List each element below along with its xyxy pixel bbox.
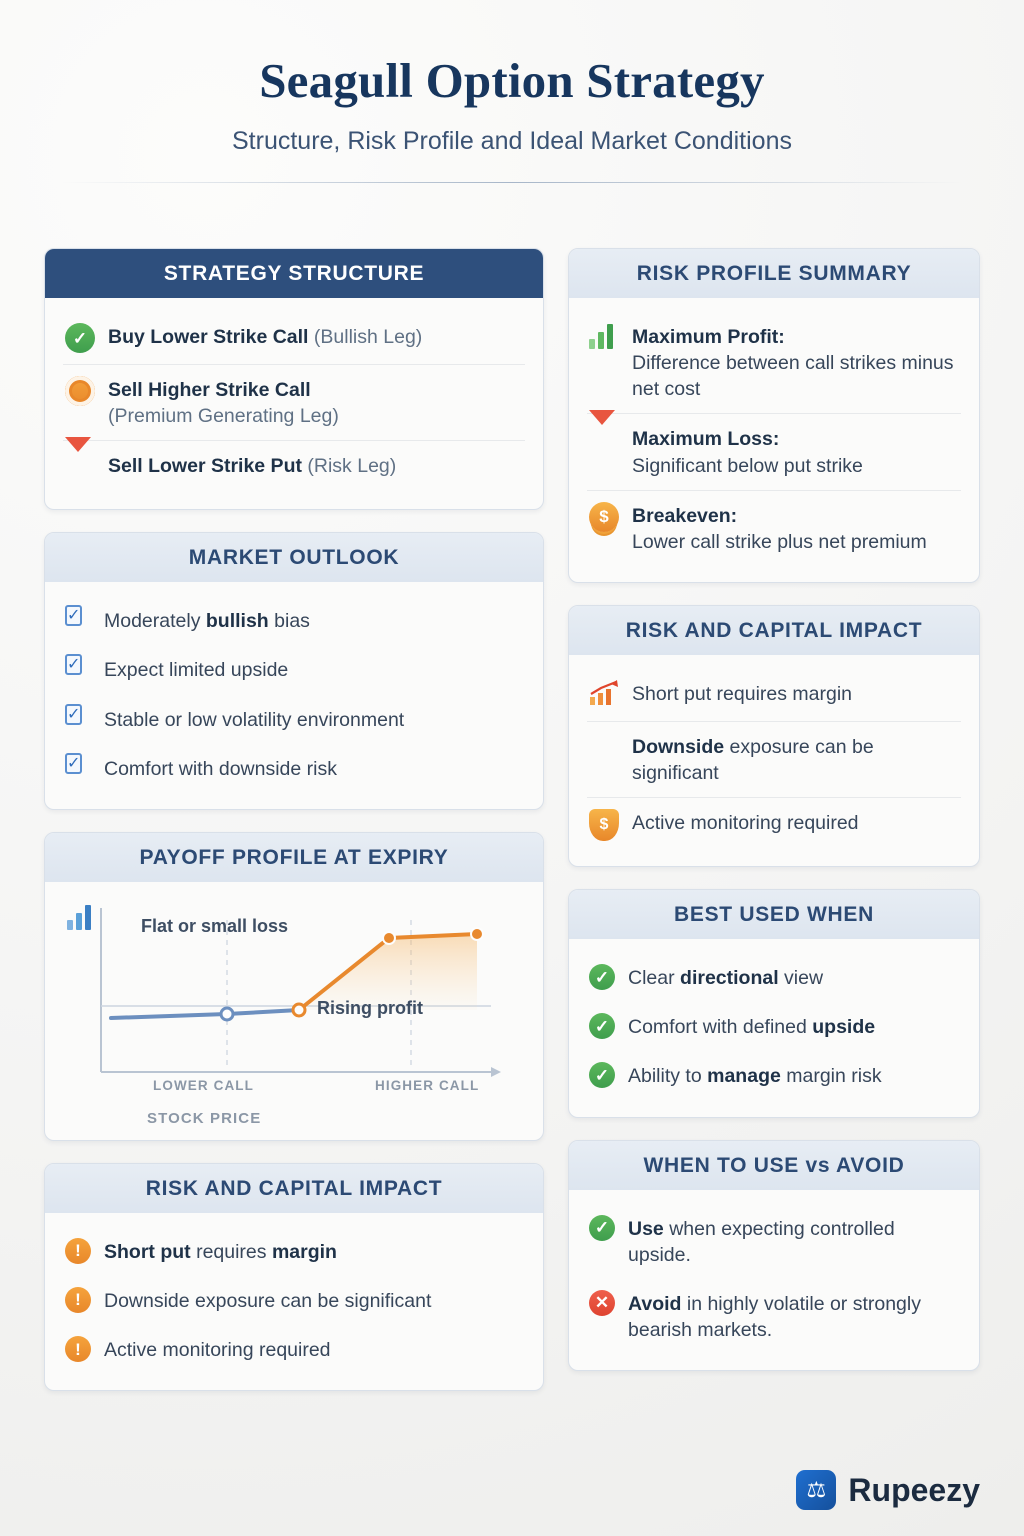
- list-item-label: [628, 964, 823, 991]
- list-item-pre: Ability to: [628, 1065, 708, 1088]
- list-item-bold2: margin: [271, 1240, 337, 1263]
- card-body: [569, 655, 979, 866]
- list-item-muted: (Premium Generating Leg): [108, 405, 339, 428]
- bar-chart-icon: [67, 904, 91, 930]
- list-item: [587, 669, 961, 721]
- card-body: [45, 582, 543, 809]
- card-best-used-when: [568, 889, 980, 1117]
- list-item-bold: Downside: [632, 735, 725, 758]
- card-body: [569, 1190, 979, 1371]
- card-body: [45, 298, 543, 509]
- card-heading: STRATEGY STRUCTURE: [45, 249, 543, 298]
- list-item-pre: Moderately: [104, 610, 206, 633]
- list-item: [587, 1002, 961, 1051]
- list-item-bold: Maximum Loss:: [632, 428, 780, 451]
- page-title: Seagull Option Strategy: [259, 53, 765, 108]
- list-item: [587, 953, 961, 1002]
- list-item: [63, 744, 525, 793]
- list-item-label: [108, 323, 422, 350]
- card-heading: PAYOFF PROFILE AT EXPIRY: [45, 833, 543, 882]
- list-item: [587, 413, 961, 489]
- list-item-text: Difference between call strikes minus net cost: [632, 352, 954, 401]
- alert-circle-icon: !: [65, 1336, 91, 1362]
- list-item-bold: Use: [628, 1217, 664, 1240]
- alert-circle-icon: !: [65, 1238, 91, 1264]
- check-circle-icon: ✓: [65, 323, 95, 353]
- list-item-label: [628, 1013, 875, 1040]
- list-item-label: [108, 376, 339, 429]
- checkbox-icon: ✓: [67, 656, 81, 674]
- checkbox-icon: ✓: [67, 754, 81, 772]
- payoff-higher-call-label: HIGHER CALL: [375, 1077, 480, 1093]
- card-body: [569, 298, 979, 582]
- list-item-muted: (Risk Leg): [301, 455, 397, 478]
- list-item-label: Downside exposure can be significant: [104, 1289, 432, 1312]
- list-item-label: Expect limited upside: [104, 659, 289, 682]
- list-item-text: Significant below put strike: [632, 454, 863, 477]
- card-payoff-profile: [44, 832, 544, 1141]
- list-item-bold: Buy Lower Strike Call: [108, 326, 309, 348]
- list-item-label: Short put requires margin: [632, 682, 853, 705]
- card-strategy-structure: [44, 248, 544, 510]
- list-item-label: Active monitoring required: [632, 812, 859, 835]
- left-column: [44, 248, 544, 1391]
- list-item-bold: manage: [707, 1065, 781, 1088]
- list-item-label: [108, 452, 396, 479]
- page-subtitle: Structure, Risk Profile and Ideal Market Conditions: [232, 127, 792, 155]
- bar-chart-up-icon: [589, 680, 619, 710]
- checkbox-icon: ✓: [67, 607, 81, 625]
- list-item-label: [104, 1238, 337, 1265]
- card-heading: RISK AND CAPITAL IMPACT: [569, 606, 979, 655]
- list-item-bold: Sell Higher Strike Call: [108, 379, 311, 401]
- list-item-label: [632, 502, 927, 555]
- check-circle-icon: ✓: [589, 1062, 615, 1088]
- list-item: [587, 721, 961, 797]
- cross-circle-icon: ✕: [589, 1290, 615, 1316]
- list-item-bold: Breakeven:: [632, 504, 738, 527]
- list-item-post: bias: [268, 610, 310, 633]
- list-item-bold: Maximum Profit:: [632, 326, 785, 348]
- card-market-outlook: [44, 532, 544, 810]
- brand-name: Rupeezy: [848, 1471, 980, 1508]
- card-risk-capital-impact-right: [568, 605, 980, 867]
- list-item: [587, 1051, 961, 1100]
- payoff-lower-call-label: LOWER CALL: [153, 1077, 254, 1093]
- list-item-label: Active monitoring required: [104, 1339, 331, 1361]
- card-risk-profile-summary: [568, 248, 980, 583]
- list-item-post: view: [778, 967, 824, 990]
- list-item-pre: Clear: [628, 967, 681, 990]
- list-item: [63, 312, 525, 364]
- list-item: [63, 440, 525, 493]
- check-circle-icon: ✓: [589, 1013, 615, 1039]
- list-item-bold: Short put: [104, 1240, 191, 1263]
- list-item-label: [632, 425, 863, 478]
- growth-chart-icon: [589, 323, 619, 353]
- list-item-label: [628, 1290, 959, 1343]
- card-heading: BEST USED WHEN: [569, 890, 979, 939]
- list-item-bold: bullish: [205, 610, 269, 633]
- header-divider: [62, 182, 962, 183]
- payoff-flat-label: Flat or small loss: [141, 915, 289, 936]
- list-item-muted: (Bullish Leg): [308, 326, 423, 348]
- list-item-bold: directional: [680, 967, 779, 990]
- list-item-mid: requires: [190, 1240, 272, 1263]
- list-item-label: [104, 607, 310, 634]
- list-item: [587, 1204, 961, 1279]
- header: [0, 0, 1024, 183]
- content-columns: [0, 248, 1024, 1391]
- list-item-pre: Comfort with defined: [628, 1016, 813, 1039]
- list-item-bold: Avoid: [628, 1292, 682, 1315]
- card-body: [45, 1213, 543, 1390]
- list-item: [63, 645, 525, 694]
- card-heading: RISK PROFILE SUMMARY: [569, 249, 979, 298]
- list-item-post: margin risk: [780, 1065, 882, 1088]
- right-column: [568, 248, 980, 1391]
- list-item: [587, 312, 961, 413]
- down-arrow-icon: [589, 425, 619, 455]
- down-arrow-icon: [65, 452, 95, 482]
- shield-dollar-icon: $: [589, 809, 619, 839]
- list-item: [63, 1276, 525, 1325]
- brand-footer: [796, 1470, 980, 1510]
- list-item-label: [628, 1062, 882, 1089]
- card-heading: RISK AND CAPITAL IMPACT: [45, 1164, 543, 1213]
- target-circle-icon: [65, 376, 95, 406]
- card-body: [569, 939, 979, 1116]
- alert-circle-icon: !: [65, 1287, 91, 1313]
- card-heading: WHEN TO USE vs AVOID: [569, 1141, 979, 1190]
- list-item-label: [632, 323, 959, 402]
- list-item-label: Stable or low volatility environment: [104, 708, 405, 731]
- list-item-bold: Sell Lower Strike Put: [108, 455, 302, 478]
- card-when-to-use-vs-avoid: [568, 1140, 980, 1372]
- checkbox-icon: ✓: [67, 705, 81, 723]
- list-item: [587, 1279, 961, 1354]
- list-item: [63, 1227, 525, 1276]
- list-item-text: when expecting controlled upside.: [628, 1217, 895, 1266]
- list-item: [587, 797, 961, 850]
- payoff-rising-label: Rising profit: [317, 997, 423, 1018]
- list-item: [63, 364, 525, 440]
- list-item-bold: upside: [812, 1016, 876, 1039]
- list-item-label: [628, 1215, 959, 1268]
- list-item: [63, 1325, 525, 1374]
- list-item: [63, 596, 525, 645]
- list-item-label: [632, 733, 959, 786]
- list-item: [587, 490, 961, 566]
- list-item-text: exposure can be significant: [632, 735, 874, 784]
- card-heading: MARKET OUTLOOK: [45, 533, 543, 582]
- card-risk-capital-impact-left: [44, 1163, 544, 1391]
- check-circle-icon: ✓: [589, 964, 615, 990]
- rupeezy-logo-icon: ⚖: [796, 1470, 836, 1510]
- payoff-x-axis-label: STOCK PRICE: [147, 1109, 262, 1127]
- list-item-text: Lower call strike plus net premium: [632, 530, 927, 553]
- spacer-icon: [589, 733, 619, 763]
- check-circle-icon: ✓: [589, 1215, 615, 1241]
- list-item-text: in highly volatile or strongly bearish markets.: [628, 1292, 921, 1341]
- payoff-chart: [45, 882, 543, 1140]
- coins-icon: $: [589, 502, 619, 532]
- list-item: [63, 695, 525, 744]
- list-item-label: Comfort with downside risk: [104, 757, 337, 780]
